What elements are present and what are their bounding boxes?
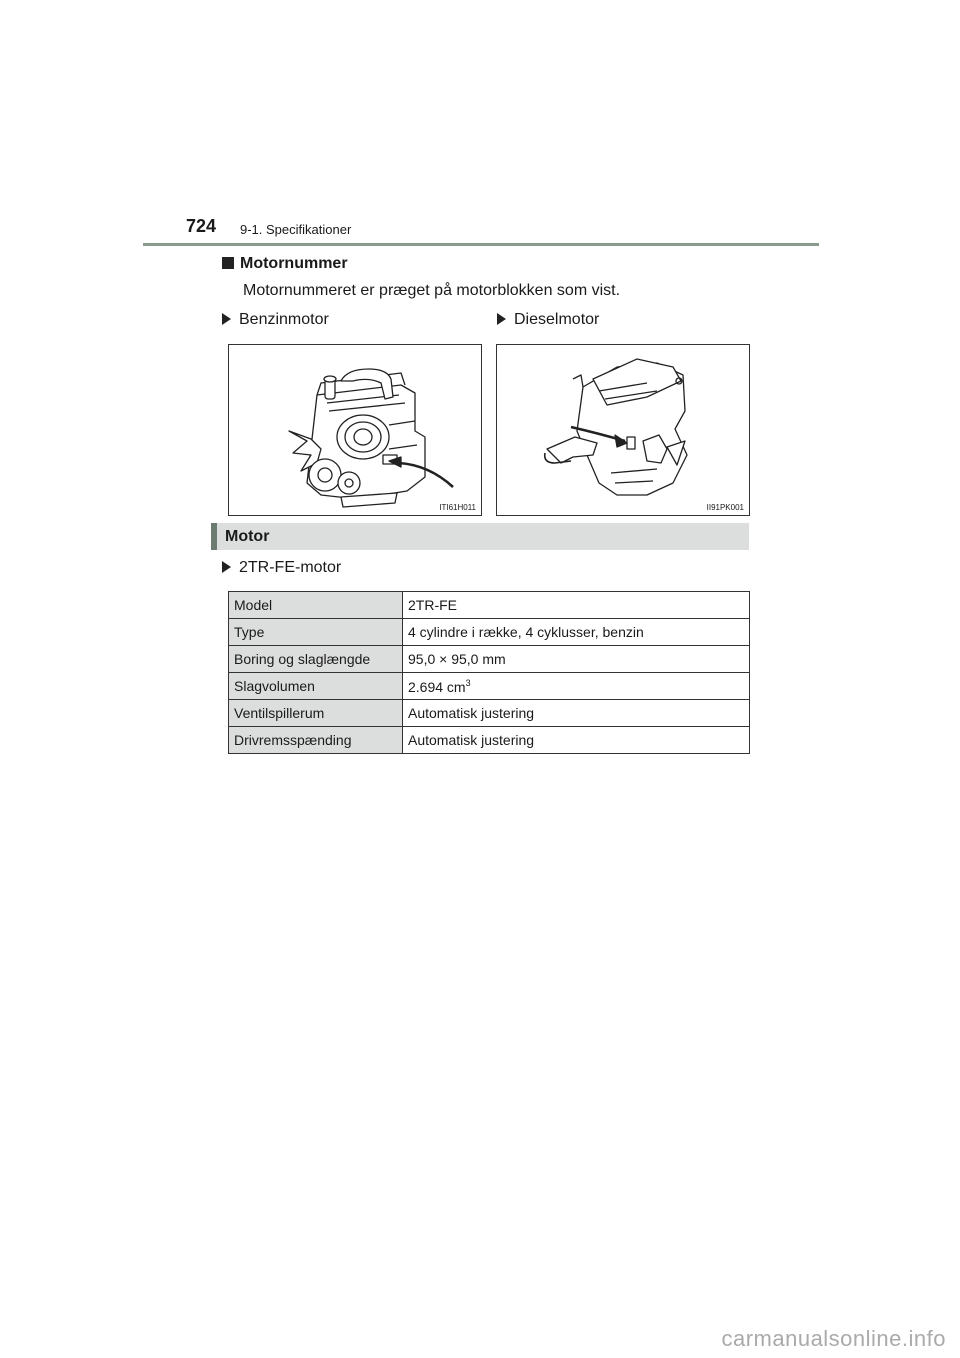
engine-number-text: Motornummeret er præget på motorblokken som vist. [243,282,621,299]
square-bullet-icon [222,257,234,269]
spec-value: 95,0 × 95,0 mm [403,646,750,673]
engine-spec-table [228,591,750,754]
table-row [229,700,750,727]
table-row [229,619,750,646]
engine-number-heading-text: Motornummer [240,255,348,272]
arrow-bullet-icon [222,313,231,325]
table-row [229,727,750,754]
arrow-bullet-icon [497,313,506,325]
engine-number-heading [222,255,348,273]
header-rule [143,243,819,246]
figure-caption-diesel-text: Dieselmotor [514,311,600,328]
motor-section-title: Motor [225,528,270,545]
spec-key: Drivremsspænding [229,727,403,754]
arrow-bullet-icon [222,561,231,573]
spec-value: 2TR-FE [403,592,750,619]
petrol-engine-figure [228,344,482,516]
spec-value: 4 cylindre i række, 4 cyklusser, benzin [403,619,750,646]
spec-value [403,673,750,700]
spec-value: Automatisk justering [403,700,750,727]
spec-key: Ventilspillerum [229,700,403,727]
figure-code-diesel: II91PK001 [706,503,744,512]
figure-code-petrol: ITI61H011 [439,503,476,512]
motor-section-bar [211,523,749,550]
spec-key: Type [229,619,403,646]
spec-key: Boring og slaglængde [229,646,403,673]
section-header: 9-1. Specifikationer [240,222,352,237]
spec-value: Automatisk justering [403,727,750,754]
table-row [229,673,750,700]
motor-subheading [222,559,341,577]
motor-subheading-text: 2TR-FE-motor [239,559,342,576]
figure-caption-diesel [497,311,599,329]
diesel-engine-illustration [497,345,751,517]
spec-value-text: 2.694 cm [408,678,466,695]
table-row [229,592,750,619]
spec-key: Slagvolumen [229,673,403,700]
figure-caption-petrol [222,311,329,329]
spec-key: Model [229,592,403,619]
diesel-engine-figure [496,344,750,516]
page-number: 724 [186,216,217,236]
watermark: carmanualsonline.info [721,1326,946,1351]
figure-caption-petrol-text: Benzinmotor [239,311,329,328]
spec-value-superscript: 3 [465,677,471,688]
petrol-engine-illustration [229,345,483,517]
table-row [229,646,750,673]
